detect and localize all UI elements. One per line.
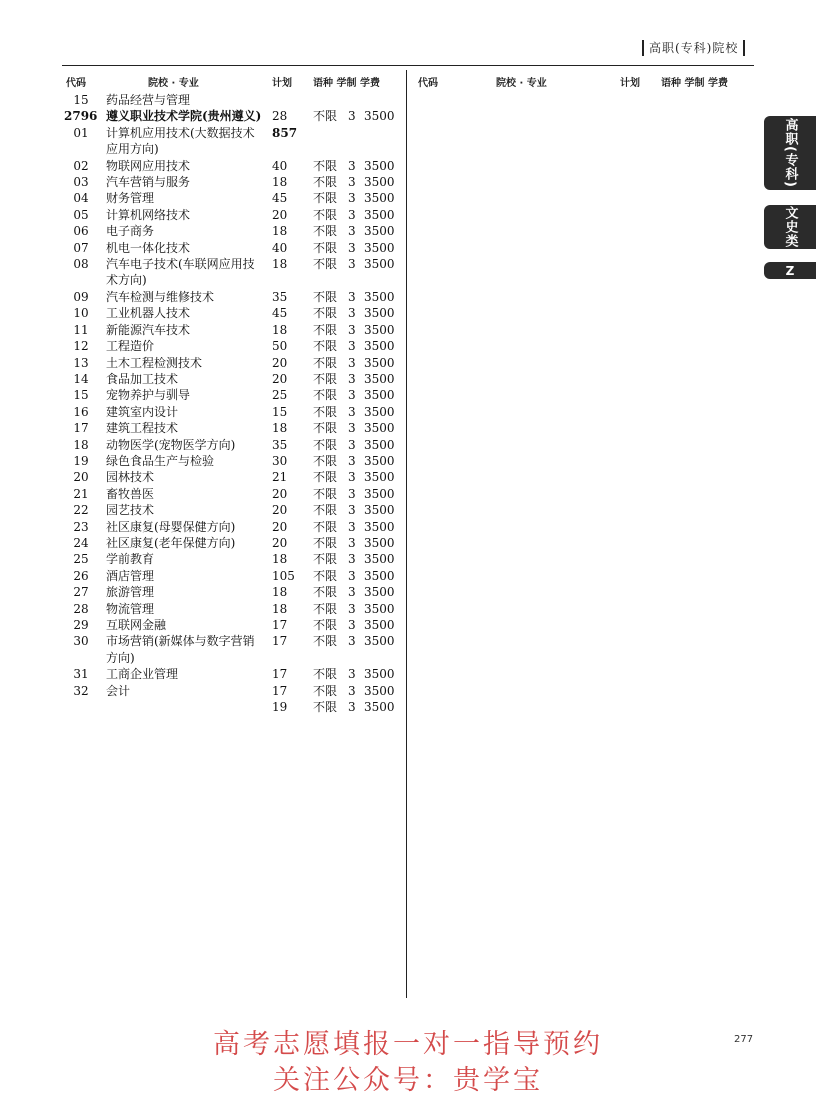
years-cell: 3 [348,618,356,632]
name-cell: 新能源汽车技术 [106,322,191,337]
fee-cell: 3500 [364,601,395,616]
fee-cell: 3500 [364,585,395,600]
years-cell: 3 [348,568,356,583]
fee-cell: 3500 [364,322,395,337]
language-cell: 不限 [313,552,338,567]
years-cell: 3 [348,339,356,354]
name-cell: 宠物养护与驯导 [106,388,191,403]
plan-cell: 18 [272,601,288,616]
code-cell: 02 [73,158,89,173]
language-cell: 不限 [313,191,338,206]
language-cell: 不限 [313,618,338,632]
plan-cell: 50 [272,339,288,354]
name-cell: 物流管理 [106,601,155,616]
language-cell: 不限 [313,109,338,124]
plan-cell: 45 [272,306,288,321]
tab-level [764,116,816,190]
code-cell: 06 [73,224,89,239]
code-cell: 28 [73,601,89,616]
page-number: 277 [734,1034,754,1045]
fee-cell: 3500 [364,224,395,239]
years-cell: 3 [348,191,356,206]
years-cell: 3 [348,470,356,485]
col-school-major: 院校 · 专业 [496,78,547,89]
years-cell: 3 [348,224,356,239]
code-cell: 23 [73,519,89,534]
years-cell: 3 [348,355,356,370]
name-cell: 财务管理 [106,191,155,206]
fee-cell: 3500 [364,207,395,222]
tab-marker-label: Z [785,263,795,278]
code-cell: 10 [73,306,89,321]
name-cell: 计算机网络技术 [106,207,191,222]
years-cell: 3 [348,552,356,567]
language-cell: 不限 [313,371,338,386]
language-cell: 不限 [313,355,338,370]
fee-cell: 3500 [364,486,395,501]
plan-cell: 17 [272,634,288,649]
fee-cell: 3500 [364,453,395,468]
code-cell: 09 [73,289,89,304]
language-cell: 不限 [313,486,338,501]
years-cell: 3 [348,240,356,255]
plan-cell: 857 [272,125,298,140]
plan-cell: 20 [272,207,288,222]
name-cell: 药品经营与管理 [106,93,191,107]
language-cell: 不限 [313,388,338,403]
fee-cell: 3500 [364,371,395,386]
language-cell: 不限 [313,437,338,452]
code-cell: 07 [73,240,89,255]
language-cell: 不限 [313,175,338,190]
name-cell: 食品加工技术 [106,371,179,386]
fee-cell: 3500 [364,421,395,436]
col-school-major: 院校 · 专业 [148,78,199,89]
name-cell: 电子商务 [106,224,155,239]
plan-cell: 20 [272,519,288,534]
language-cell: 不限 [313,404,338,419]
fee-cell: 3500 [364,175,395,190]
years-cell: 3 [348,535,356,550]
plan-cell: 17 [272,683,288,698]
years-cell: 3 [348,519,356,534]
name-cell: 工业机器人技术 [106,306,191,321]
code-cell: 16 [73,404,89,419]
plan-cell: 105 [272,568,295,583]
plan-cell: 18 [272,585,288,600]
watermark-line-1: 高考志愿填报一对一指导预约 [213,1029,603,1060]
code-cell: 22 [73,503,89,518]
name-cell: 机电一体化技术 [106,240,191,255]
language-cell: 不限 [313,519,338,534]
language-cell: 不限 [313,700,338,715]
code-cell: 24 [73,535,89,550]
tab-marker [764,262,816,279]
fee-cell: 3500 [364,355,395,370]
name-cell: 物联网应用技术 [106,158,191,173]
language-cell: 不限 [313,503,338,518]
years-cell: 3 [348,683,356,698]
language-cell: 不限 [313,421,338,436]
years-cell: 3 [348,371,356,386]
col-plan: 计划 [620,78,640,89]
fee-cell: 3500 [364,306,395,321]
language-cell: 不限 [313,568,338,583]
fee-cell: 3500 [364,388,395,403]
fee-cell: 3500 [364,618,395,632]
fee-cell: 3500 [364,437,395,452]
years-cell: 3 [348,585,356,600]
years-cell: 3 [348,700,356,715]
language-cell: 不限 [313,634,338,649]
code-cell: 27 [73,585,89,600]
language-cell: 不限 [313,207,338,222]
language-cell: 不限 [313,322,338,337]
plan-cell: 18 [272,421,288,436]
language-cell: 不限 [313,453,338,468]
language-cell: 不限 [313,339,338,354]
fee-cell: 3500 [364,470,395,485]
years-cell: 3 [348,306,356,321]
fee-cell: 3500 [364,568,395,583]
language-cell: 不限 [313,470,338,485]
code-cell: 04 [73,191,89,206]
plan-cell: 20 [272,486,288,501]
code-cell: 31 [73,667,89,682]
name-cell: 遵义职业技术学院(贵州遵义) [106,109,262,124]
major-row [62,683,402,715]
years-cell: 3 [348,207,356,222]
fee-cell: 3500 [364,339,395,354]
fee-cell: 3500 [364,503,395,518]
name-cell: 建筑工程技术 [106,421,179,436]
code-cell: 15 [73,388,89,403]
plan-cell: 45 [272,191,288,206]
name-cell: 会计 [106,683,131,698]
fee-cell: 3500 [364,519,395,534]
name-cell: 社区康复(老年保健方向) [106,535,236,550]
language-cell: 不限 [313,535,338,550]
name-cell: 畜牧兽医 [106,486,155,501]
code-cell: 13 [73,355,89,370]
years-cell: 3 [348,437,356,452]
code-cell: 25 [73,552,89,567]
plan-cell: 18 [272,257,288,272]
plan-cell: 40 [272,240,288,255]
code-cell: 12 [73,339,89,354]
plan-cell: 25 [272,388,288,403]
years-cell: 3 [348,175,356,190]
years-cell: 3 [348,634,356,649]
plan-cell: 20 [272,503,288,518]
fee-cell: 3500 [364,109,395,124]
fee-cell: 3500 [364,683,395,698]
code-cell: 20 [73,470,89,485]
fee-cell: 3500 [364,700,395,715]
plan-cell: 20 [272,535,288,550]
plan-cell: 35 [272,289,288,304]
language-cell: 不限 [313,667,338,682]
col-lang-years-fee: 语种 学制 学费 [661,78,728,89]
years-cell: 3 [348,486,356,501]
code-cell: 14 [73,371,89,386]
plan-cell: 15 [272,404,288,419]
code-cell: 03 [73,175,89,190]
name-cell: 工商企业管理 [106,667,179,682]
plan-cell: 18 [272,175,288,190]
years-cell: 3 [348,109,356,124]
name-cell: 园林技术 [106,470,155,485]
tab-level-label: 高职(专科) [782,118,798,188]
name-cell: 计算机应用技术(大数据技术应用方向) [106,125,255,157]
plan-cell: 17 [272,667,288,682]
years-cell: 3 [348,421,356,436]
years-cell: 3 [348,667,356,682]
fee-cell: 3500 [364,634,395,649]
name-cell: 土木工程检测技术 [106,355,203,370]
fee-cell: 3500 [364,191,395,206]
code-cell: 19 [73,453,89,468]
name-cell: 汽车检测与维修技术 [106,289,215,304]
code-cell: 21 [73,486,89,501]
tab-category [764,205,816,249]
language-cell: 不限 [313,601,338,616]
name-cell: 动物医学(宠物医学方向) [106,437,236,452]
code-cell: 32 [73,683,89,698]
fee-cell: 3500 [364,404,395,419]
name-cell: 社区康复(母婴保健方向) [106,519,236,534]
name-cell: 市场营销(新媒体与数字营销方向) [106,634,255,665]
years-cell: 3 [348,601,356,616]
plan-cell: 21 [272,470,288,485]
years-cell: 3 [348,404,356,419]
code-cell: 2796 [64,109,98,124]
plan-cell: 19 [272,700,288,715]
name-cell: 旅游管理 [106,585,155,600]
plan-cell: 30 [272,453,288,468]
section-title: 高职(专科)院校 [642,40,745,56]
years-cell: 3 [348,289,356,304]
code-cell: 18 [73,437,89,452]
code-cell: 29 [73,618,89,632]
admission-list [62,92,402,715]
name-cell: 汽车电子技术(车联网应用技术方向) [106,257,255,288]
tab-category-label: 文史类 [782,206,798,248]
name-cell: 汽车营销与服务 [106,175,191,190]
name-cell: 建筑室内设计 [106,404,179,419]
fee-cell: 3500 [364,535,395,550]
years-cell: 3 [348,322,356,337]
language-cell: 不限 [313,158,338,173]
code-cell: 11 [73,322,89,337]
language-cell: 不限 [313,224,338,239]
fee-cell: 3500 [364,257,395,272]
fee-cell: 3500 [364,240,395,255]
language-cell: 不限 [313,306,338,321]
code-cell: 15 [73,93,89,107]
code-cell: 30 [73,634,89,649]
name-cell: 绿色食品生产与检验 [106,453,215,468]
plan-cell: 35 [272,437,288,452]
fee-cell: 3500 [364,667,395,682]
code-cell: 08 [73,257,89,272]
code-cell: 01 [73,125,89,140]
col-plan: 计划 [272,78,292,89]
years-cell: 3 [348,503,356,518]
name-cell: 园艺技术 [106,503,155,518]
plan-cell: 18 [272,552,288,567]
plan-cell: 40 [272,158,288,173]
col-lang-years-fee: 语种 学制 学费 [313,78,380,89]
name-cell: 互联网金融 [106,618,167,632]
plan-cell: 20 [272,355,288,370]
plan-cell: 28 [272,109,288,124]
col-code: 代码 [418,78,438,89]
years-cell: 3 [348,158,356,173]
years-cell: 3 [348,257,356,272]
code-cell: 17 [73,421,89,436]
language-cell: 不限 [313,585,338,600]
column-divider [406,70,407,998]
plan-cell: 18 [272,322,288,337]
header-rule [62,65,754,66]
code-cell: 05 [73,207,89,222]
language-cell: 不限 [313,683,338,698]
plan-cell: 17 [272,618,288,632]
language-cell: 不限 [313,289,338,304]
name-cell: 学前教育 [106,552,155,567]
col-code: 代码 [66,78,86,89]
years-cell: 3 [348,388,356,403]
language-cell: 不限 [313,240,338,255]
name-cell: 工程造价 [106,339,155,354]
years-cell: 3 [348,453,356,468]
name-cell: 酒店管理 [106,568,155,583]
watermark-line-2: 关注公众号：贵学宝 [273,1065,543,1096]
fee-cell: 3500 [364,552,395,567]
fee-cell: 3500 [364,289,395,304]
code-cell: 26 [73,568,89,583]
plan-cell: 18 [272,224,288,239]
language-cell: 不限 [313,257,338,272]
fee-cell: 3500 [364,158,395,173]
plan-cell: 20 [272,371,288,386]
